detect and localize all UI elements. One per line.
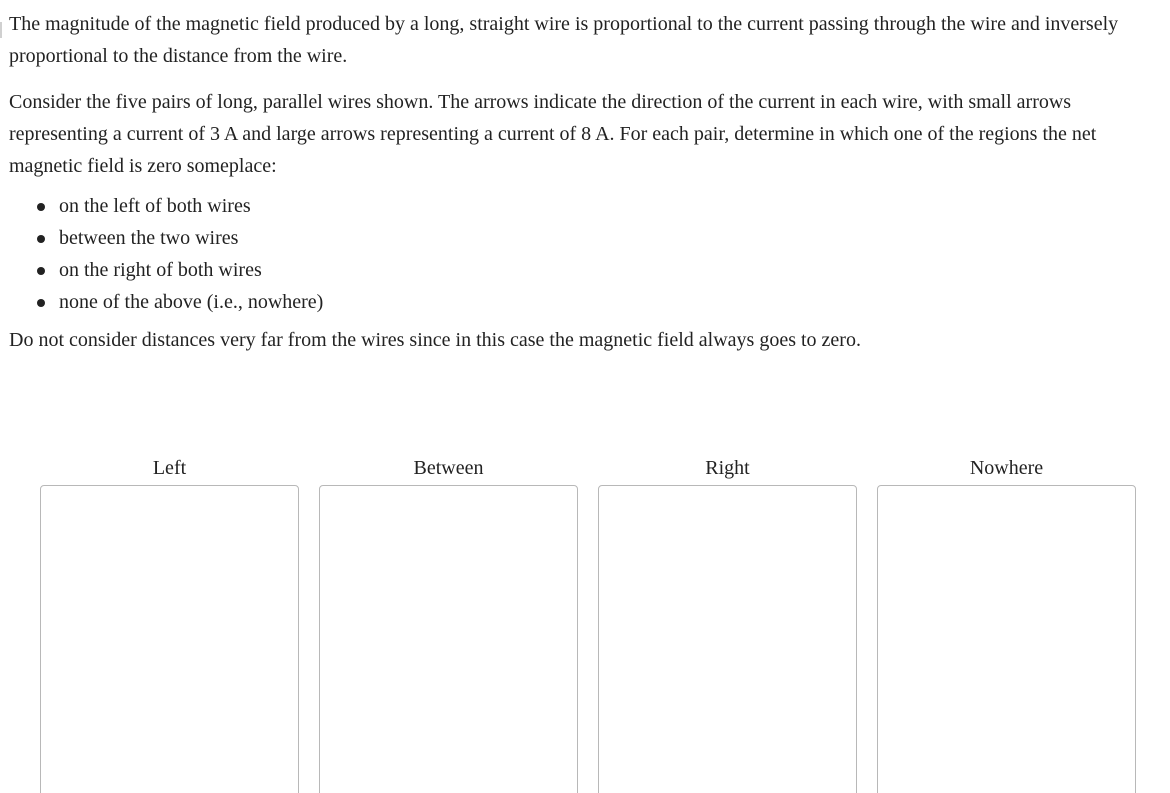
bin-nowhere-dropzone[interactable]	[877, 485, 1136, 793]
note-paragraph: Do not consider distances very far from the wires since in this case the magnetic field always goes to zero.	[9, 329, 861, 351]
edge-marker	[0, 22, 2, 38]
bin-right-label: Right	[705, 457, 750, 479]
sorting-bins	[40, 452, 1136, 793]
bin-right	[598, 452, 857, 793]
list-item: between the two wires	[59, 222, 1169, 254]
region-options-list	[9, 190, 1169, 318]
bin-between	[319, 452, 578, 793]
list-item: on the right of both wires	[59, 254, 1169, 286]
bin-nowhere-label: Nowhere	[969, 457, 1044, 479]
list-item: none of the above (i.e., nowhere)	[59, 286, 1169, 318]
bin-left-label: Left	[152, 457, 187, 479]
intro-paragraph: The magnitude of the magnetic field produced by a long, straight wire is proportional to the current passing through the wire and inversely proportional to the distance from the wire.	[9, 13, 1119, 67]
bin-left	[40, 452, 299, 793]
list-item: on the left of both wires	[59, 190, 1169, 222]
question-text	[9, 8, 1169, 356]
bin-left-dropzone[interactable]	[40, 485, 299, 793]
bin-right-dropzone[interactable]	[598, 485, 857, 793]
bin-between-label: Between	[413, 457, 484, 479]
bin-nowhere	[877, 452, 1136, 793]
instructions-paragraph: Consider the five pairs of long, parallel wires shown. The arrows indicate the direction of the current in each wire, with small arrows representing a current of 3 A and large arrows representing a current of 8 A. For each pair, determine in which one of the regions the net magnetic field is zero someplace:	[9, 91, 1097, 177]
bin-between-dropzone[interactable]	[319, 485, 578, 793]
